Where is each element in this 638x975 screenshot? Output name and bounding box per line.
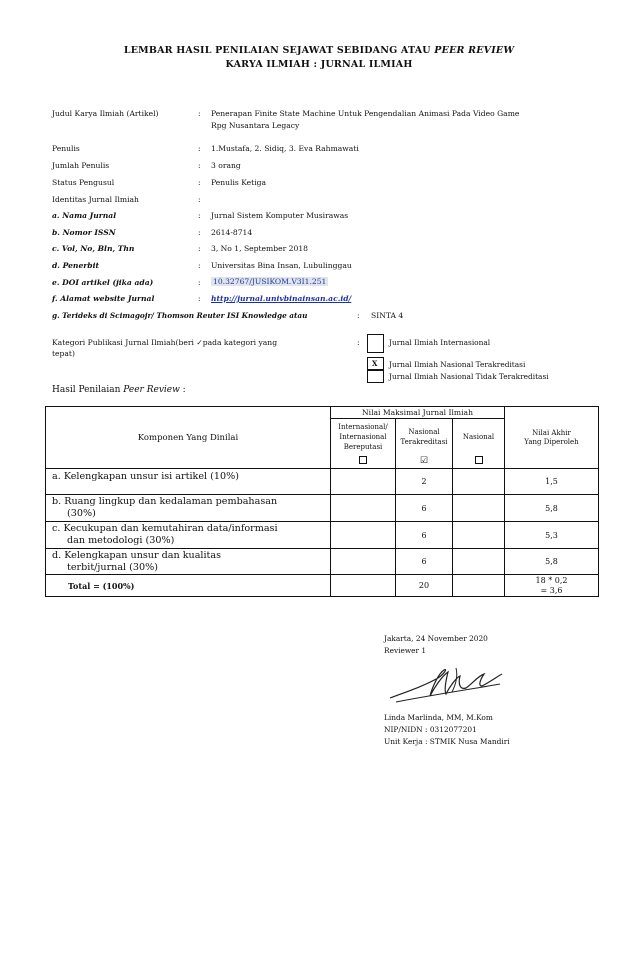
row-internasional: [331, 495, 396, 522]
table-row: [46, 469, 599, 495]
row-final: 5,3: [505, 522, 599, 549]
cell-check-nasional: [453, 455, 505, 469]
cell-check-internasional: [331, 455, 396, 469]
jumlah-penulis-value: 3 orang: [211, 161, 241, 170]
colon: :: [198, 195, 201, 204]
row-internasional: [331, 469, 396, 495]
komponen-header: Komponen Yang Dinilai: [46, 407, 331, 469]
kategori-label: Kategori Publikasi Jurnal Ilmiah(beri ✓pada kategori yang: [52, 338, 278, 347]
row-max: 6: [396, 495, 453, 522]
checkbox-nasional[interactable]: [475, 456, 483, 464]
total-nasional: [453, 575, 505, 597]
signature-unit: Unit Kerja : STMIK Nusa Mandiri: [384, 737, 510, 746]
signature-name: Linda Marlinda, MM, M.Kom: [384, 713, 493, 722]
colon: :: [198, 144, 201, 153]
website-label: f. Alamat website Jurnal: [52, 294, 155, 303]
row-label: c. Kecukupan dan kemutahiran data/informasi dan metodologi (30%): [46, 522, 331, 549]
signature-nip: NIP/NIDN : 0312077201: [384, 725, 477, 734]
total-max: 20: [396, 575, 453, 597]
issn-label: b. Nomor ISSN: [52, 228, 116, 237]
kategori-label-line2: tepat): [52, 349, 75, 358]
nama-jurnal-value: Jurnal Sistem Komputer Musirawas: [211, 211, 349, 220]
col-internasional: Internasional/ Internasional Bereputasi: [331, 419, 396, 455]
colon: :: [198, 211, 201, 220]
nilai-akhir-header: Nilai Akhir Yang Diperoleh: [505, 407, 599, 469]
colon: :: [198, 109, 201, 118]
total-label: Total = (100%): [46, 575, 331, 597]
kategori-checkbox-nasional-terakreditasi[interactable]: X: [367, 357, 384, 371]
colon: :: [198, 294, 201, 303]
row-internasional: [331, 522, 396, 549]
identitas-jurnal-label: Identitas Jurnal Ilmiah: [52, 195, 139, 204]
cell-check-nasional-terakreditasi: [396, 455, 453, 469]
kategori-checkbox-nasional-tidak[interactable]: [367, 369, 384, 383]
kategori-option-nasional-tidak: Jurnal Ilmiah Nasional Tidak Terakreditasi: [389, 372, 549, 381]
colon: :: [198, 278, 201, 287]
kategori-checkbox-internasional[interactable]: [367, 334, 384, 353]
penerbit-label: d. Penerbit: [52, 261, 99, 270]
indeks-value: SINTA 4: [371, 311, 404, 320]
signature-place-date: Jakarta, 24 November 2020: [384, 634, 488, 643]
row-nasional: [453, 549, 505, 575]
row-label: b. Ruang lingkup dan kedalaman pembahasan (30%): [46, 495, 331, 522]
nilai-maksimal-header: Nilai Maksimal Jurnal Ilmiah: [331, 407, 505, 419]
row-nasional: [453, 469, 505, 495]
penerbit-value: Universitas Bina Insan, Lubulinggau: [211, 261, 352, 270]
nama-jurnal-label: a. Nama Jurnal: [52, 211, 117, 220]
row-label: d. Kelengkapan unsur dan kualitas terbit/jurnal (30%): [46, 549, 331, 575]
indeks-label: g. Terideks di Scimagojr/ Thomson Reuter ISI Knowledge atau: [52, 311, 308, 320]
table-row: [46, 495, 599, 522]
hasil-penilaian-title: Hasil Penilaian Peer Review :: [52, 385, 186, 395]
colon: :: [198, 244, 201, 253]
document-title-line2: KARYA ILMIAH : JURNAL ILMIAH: [225, 59, 413, 70]
judul-value-line2: Rpg Nusantara Legacy: [211, 121, 300, 130]
colon: :: [357, 311, 360, 320]
colon: :: [198, 178, 201, 187]
table-row: [46, 549, 599, 575]
volume-label: c. Vol, No, Bln, Thn: [52, 244, 135, 253]
colon: :: [198, 228, 201, 237]
doi-label: e. DOI artikel (jika ada): [52, 278, 154, 287]
colon: :: [198, 161, 201, 170]
handwritten-signature: [386, 662, 506, 704]
website-link[interactable]: http://jurnal.univbinainsan.ac.id/: [211, 294, 352, 303]
volume-value: 3, No 1, September 2018: [211, 244, 308, 253]
row-final: 5,8: [505, 495, 599, 522]
penulis-value: 1.Mustafa, 2. Sidiq, 3. Eva Rahmawati: [211, 144, 359, 153]
total-internasional: [331, 575, 396, 597]
jumlah-penulis-label: Jumlah Penulis: [52, 161, 110, 170]
total-final: 18 * 0,2 = 3,6: [505, 575, 599, 597]
checkbox-nasional-terakreditasi[interactable]: ☑: [419, 456, 429, 467]
row-nasional: [453, 495, 505, 522]
row-final: 5,8: [505, 549, 599, 575]
status-pengusul-value: Penulis Ketiga: [211, 178, 267, 187]
issn-value: 2614-8714: [211, 228, 253, 237]
document-title-line1: LEMBAR HASIL PENILAIAN SEJAWAT SEBIDANG ATAU PEER REVIEW: [123, 45, 515, 56]
colon: :: [357, 338, 360, 347]
table-row: [46, 522, 599, 549]
row-final: 1,5: [505, 469, 599, 495]
row-nasional: [453, 522, 505, 549]
kategori-option-internasional: Jurnal Ilmiah Internasional: [389, 338, 491, 347]
signature-reviewer: Reviewer 1: [384, 646, 427, 655]
row-max: 6: [396, 549, 453, 575]
penulis-label: Penulis: [52, 144, 80, 153]
row-label: a. Kelengkapan unsur isi artikel (10%): [46, 469, 331, 495]
row-max: 2: [396, 469, 453, 495]
col-nasional-terakreditasi: Nasional Terakreditasi: [396, 419, 453, 455]
colon: :: [198, 261, 201, 270]
checkbox-internasional[interactable]: [359, 456, 367, 464]
judul-value-line1: Penerapan Finite State Machine Untuk Pengendalian Animasi Pada Video Game: [211, 109, 520, 118]
judul-label: Judul Karya Ilmiah (Artikel): [52, 109, 159, 118]
row-max: 6: [396, 522, 453, 549]
col-nasional: Nasional: [453, 419, 505, 455]
penilaian-table: [45, 406, 599, 597]
kategori-option-nasional-terakreditasi: Jurnal Ilmiah Nasional Terakreditasi: [389, 360, 526, 369]
doi-link[interactable]: 10.32767/JUSIKOM.V3I1.251: [213, 277, 327, 286]
table-total-row: [46, 575, 599, 597]
check-icon: ✓: [196, 338, 203, 347]
row-internasional: [331, 549, 396, 575]
status-pengusul-label: Status Pengusul: [52, 178, 115, 187]
